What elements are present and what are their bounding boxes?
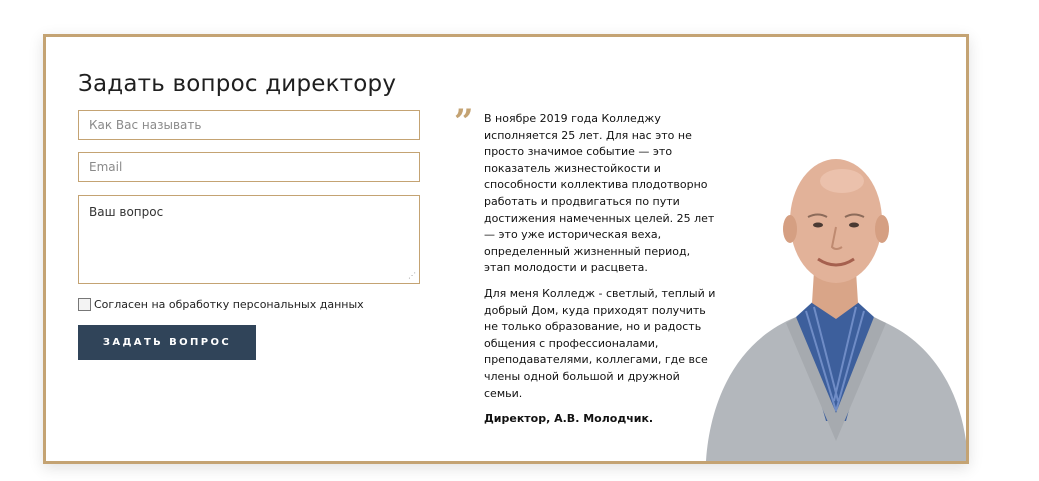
quote-paragraph-2: Для меня Колледж - светлый, теплый и добрый Дом, куда приходят получить не только образование, но и радость общения с профессионалами, преподавателями, коллегами, где все члены одной большой и дружной семьи. [484,286,716,400]
quote-mark-icon: ” [454,102,471,142]
ear-left [783,215,797,243]
consent-row[interactable] [78,295,364,313]
question-textarea[interactable] [78,195,420,284]
name-input[interactable] [78,110,420,140]
consent-checkbox[interactable] [78,298,91,311]
quote-text [484,111,716,437]
eye-left [813,223,823,228]
consent-label[interactable]: Согласен на обработку персональных данных [94,297,364,311]
email-input[interactable] [78,152,420,182]
ear-right [875,215,889,243]
ask-director-card [43,34,969,464]
quote-paragraph-1: В ноябре 2019 года Колледжу исполняется 25 лет. Для нас это не просто значимое событие — это показатель жизнестойкости и способности коллектива плодотворно работать и продвигаться по пути достижения намеченных целей. 25 лет — это уже историческая веха, определенный жизненный период, этап молодости и расцвета. [484,112,715,275]
resize-grip-icon[interactable]: ⋰ [408,271,416,280]
submit-question-button[interactable]: ЗАДАТЬ ВОПРОС [78,325,256,360]
director-portrait-photo [696,121,966,461]
question-form [78,67,423,348]
quote-signature: Директор, А.В. Молодчик. [484,412,654,426]
form-title: Задать вопрос директору [78,71,397,97]
head-highlight [820,169,864,193]
eye-right [849,223,859,228]
